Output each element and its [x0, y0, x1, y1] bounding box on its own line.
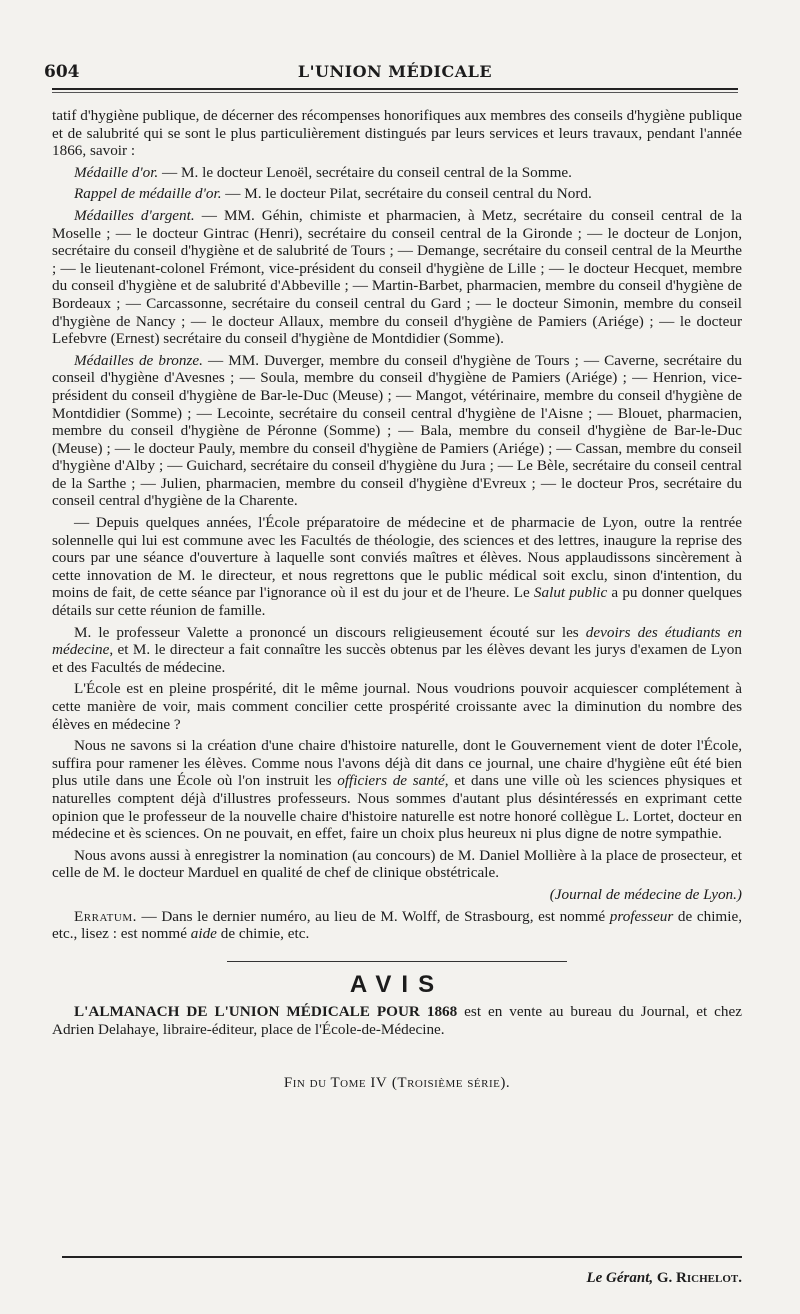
chaire-text-after: , et dans une ville où les sciences physiques et naturelles comptent déjà d'illustres professeurs. Nous sommes d'autant plus désintéressés en exprimant cette opinion que le professeur de la nouvelle chaire d'histoire naturelle est notre honoré collègue L. Lortet, docteur en médecine et ès sciences. On ne pouvait, en effet, faire un choix plus heureux ni plus digne de notre sympathie.: [52, 772, 743, 843]
gerant-label: Le Gérant,: [586, 1270, 654, 1286]
gerant-signature: [0, 1270, 742, 1287]
valette-text-before: M. le professeur Valette a prononcé un discours religieusement écouté sur les: [74, 623, 586, 641]
medaille-or-text: — M. le docteur Lenoël, secrétaire du conseil central de la Somme.: [158, 163, 572, 181]
valette-text-after: , et M. le directeur a fait connaître les succès obtenus par les élèves devant les jurys d'examen de Lyon et des Facultés de médecine.: [52, 641, 742, 676]
medailles-argent-label: Médailles d'argent.: [74, 206, 195, 224]
medaille-or-label: Médaille d'or.: [74, 163, 159, 181]
avis-notice: [52, 970, 742, 1039]
prosperite-paragraph: [52, 680, 742, 733]
valette-paragraph: [52, 624, 742, 677]
medailles-bronze-label: Médailles de bronze.: [74, 351, 203, 369]
lyon-text-italic: Salut public: [533, 584, 608, 602]
avis-paragraph: [52, 1003, 742, 1038]
rappel-paragraph: [52, 185, 742, 203]
avis-title: AVIS: [349, 970, 445, 998]
lyon-paragraph: [52, 514, 742, 620]
avis-text: est en vente au bureau du Journal, et chez Adrien Delahaye, libraire-éditeur, place de l'École-de-Médecine.: [52, 1003, 742, 1038]
end-of-volume: [52, 1075, 742, 1093]
medailles-argent-paragraph: [52, 207, 742, 348]
rappel-label: Rappel de médaille d'or.: [74, 185, 222, 203]
avis-almanach-title: L'ALMANACH DE L'UNION MÉDICALE POUR 1868: [74, 1003, 458, 1021]
intro-paragraph: [52, 107, 742, 160]
erratum-text-3: de chimie, etc.: [216, 925, 310, 943]
medaille-or-paragraph: [52, 164, 742, 182]
source-citation: (Journal de médecine de Lyon.): [549, 885, 742, 903]
footer-rule: [62, 1256, 742, 1258]
chaire-paragraph: [52, 737, 742, 843]
erratum-italic-1: professeur: [609, 907, 674, 925]
nomination-paragraph: [52, 847, 742, 882]
nomination-text: Nous avons aussi à enregistrer la nomination (au concours) de M. Daniel Mollière à la place de prosecteur, et celle de M. le docteur Marduel en qualité de chef de clinique obstétricale.: [52, 846, 742, 882]
prosperite-text: L'École est en pleine prospérité, dit le même journal. Nous voudrions pouvoir acquiescer complétement à cette manière de voir, mais comment concilier cette prospérité croissante avec la diminution du nombre des élèves en médecine ?: [52, 680, 742, 733]
page-header: [44, 62, 738, 90]
header-rule: [52, 92, 738, 93]
troisieme-serie: (Troisième série).: [391, 1074, 511, 1091]
chaire-text-italic: officiers de santé: [337, 772, 445, 790]
section-divider: [227, 961, 567, 962]
lyon-text-before: — Depuis quelques années, l'École préparatoire de médecine et de pharmacie de Lyon, outre la rentrée solennelle qui lui est commune avec les Facultés de théologie, des sciences et des lettres, inaugure la reprise des cours par une séance d'ouverture à laquelle sont conviés maîtres et élèves. Nous applaudissons sincèrement à cette innovation de M. le directeur, et nous regrettons que le public médical soit exclu, sinon d'intention, du moins de fait, de cette séance par l'ignorance où il est du jour et de l'heure. Le: [52, 514, 742, 602]
page-number: 604: [44, 62, 80, 82]
erratum-paragraph: [52, 908, 742, 943]
article-body: [52, 107, 742, 1092]
gerant-name: G. Richelot.: [656, 1270, 742, 1286]
medailles-bronze-text: — MM. Duverger, membre du conseil d'hygiène de Tours ; — Caverne, secrétaire du conseil d'hygiène d'Avesnes ; — Soula, membre du conseil d'hygiène de Pamiers (Ariége) ; — Henrion, vice-président du conseil d'hygiène de Bar-le-Duc (Meuse) ; — Mangot, vétérinaire, membre du conseil d'hygiène de Montdidier (Somme) ; — Lecointe, secrétaire du conseil central d'hygiène de l'Aisne ; — Blouet, pharmacien, membre du conseil d'hygiène de Péronne (Somme) ; — Bala, membre du conseil d'hygiène de Bar-le-Duc (Meuse) ; — le docteur Pauly, membre du conseil d'hygiène de Pamiers (Ariége) ; — Cassan, membre du conseil d'hygiène d'Alby ; — Guichard, secrétaire du conseil d'hygiène du Jura ; — Le Bèle, secrétaire du conseil central de la Sarthe ; — Julien, pharmacien, membre du conseil d'hygiène d'Evreux ; — le docteur Pros, secrétaire du conseil central d'hygiène de la Charente.: [52, 351, 742, 510]
chaire-text-before: Nous ne savons si la création d'une chaire d'histoire naturelle, dont le Gouvernement vient de doter l'École, suffira pour ramener les élèves. Comme nous l'avons déjà dit dans ce journal, une chaire d'hygiène eût été bien plus utile dans une École où l'on instruit les: [52, 737, 742, 790]
erratum-label: Erratum.: [74, 907, 137, 925]
valette-text-italic: devoirs des étudiants en médecine: [52, 623, 742, 659]
medailles-argent-text: — MM. Géhin, chimiste et pharmacien, à Metz, secrétaire du conseil central de la Moselle ; — le docteur Gintrac (Henri), secrétaire du conseil central de la Gironde ; — le docteur de Lonjon, secrétaire du conseil d'hygiène et de salubrité de Tours ; — Demange, secrétaire du conseil central de la Meurthe ; — le lieutenant-colonel Frémont, vice-président du conseil d'hygiène de Lille ; — le docteur Hecquet, membre du conseil d'hygiène et de salubrité d'Abbeville ; — Martin-Barbet, pharmacien, membre du conseil d'hygiène de Bordeaux ; — Carcassonne, secrétaire du conseil central du Gard ; — le docteur Simonin, membre du conseil d'hygiène de Nancy ; — le docteur Allaux, membre du conseil d'hygiène de Pamiers (Ariége) ; — le docteur Lefebvre (Ernest) secrétaire du conseil d'hygiène de Montdidier (Somme).: [52, 206, 742, 348]
erratum-text-1: — Dans le dernier numéro, au lieu de M. Wolff, de Strasbourg, est nommé: [136, 907, 610, 925]
lyon-text-after: a pu donner quelques détails sur cette réunion de famille.: [52, 584, 743, 620]
journal-title: L'UNION MÉDICALE: [297, 62, 493, 81]
fin-du-tome: Fin du Tome IV: [283, 1074, 388, 1091]
medailles-bronze-paragraph: [52, 352, 742, 510]
intro-text: tatif d'hygiène publique, de décerner des récompenses honorifiques aux membres des conseils d'hygiène publique et de salubrité qui se sont le plus particulièrement distingués par leurs services et leurs travaux, pendant l'année 1866, savoir :: [52, 107, 742, 160]
rappel-text: — M. le docteur Pilat, secrétaire du conseil central du Nord.: [221, 185, 592, 203]
erratum-text-2: de chimie, etc., lisez : est nommé: [52, 907, 742, 943]
erratum-italic-2: aide: [190, 925, 217, 943]
